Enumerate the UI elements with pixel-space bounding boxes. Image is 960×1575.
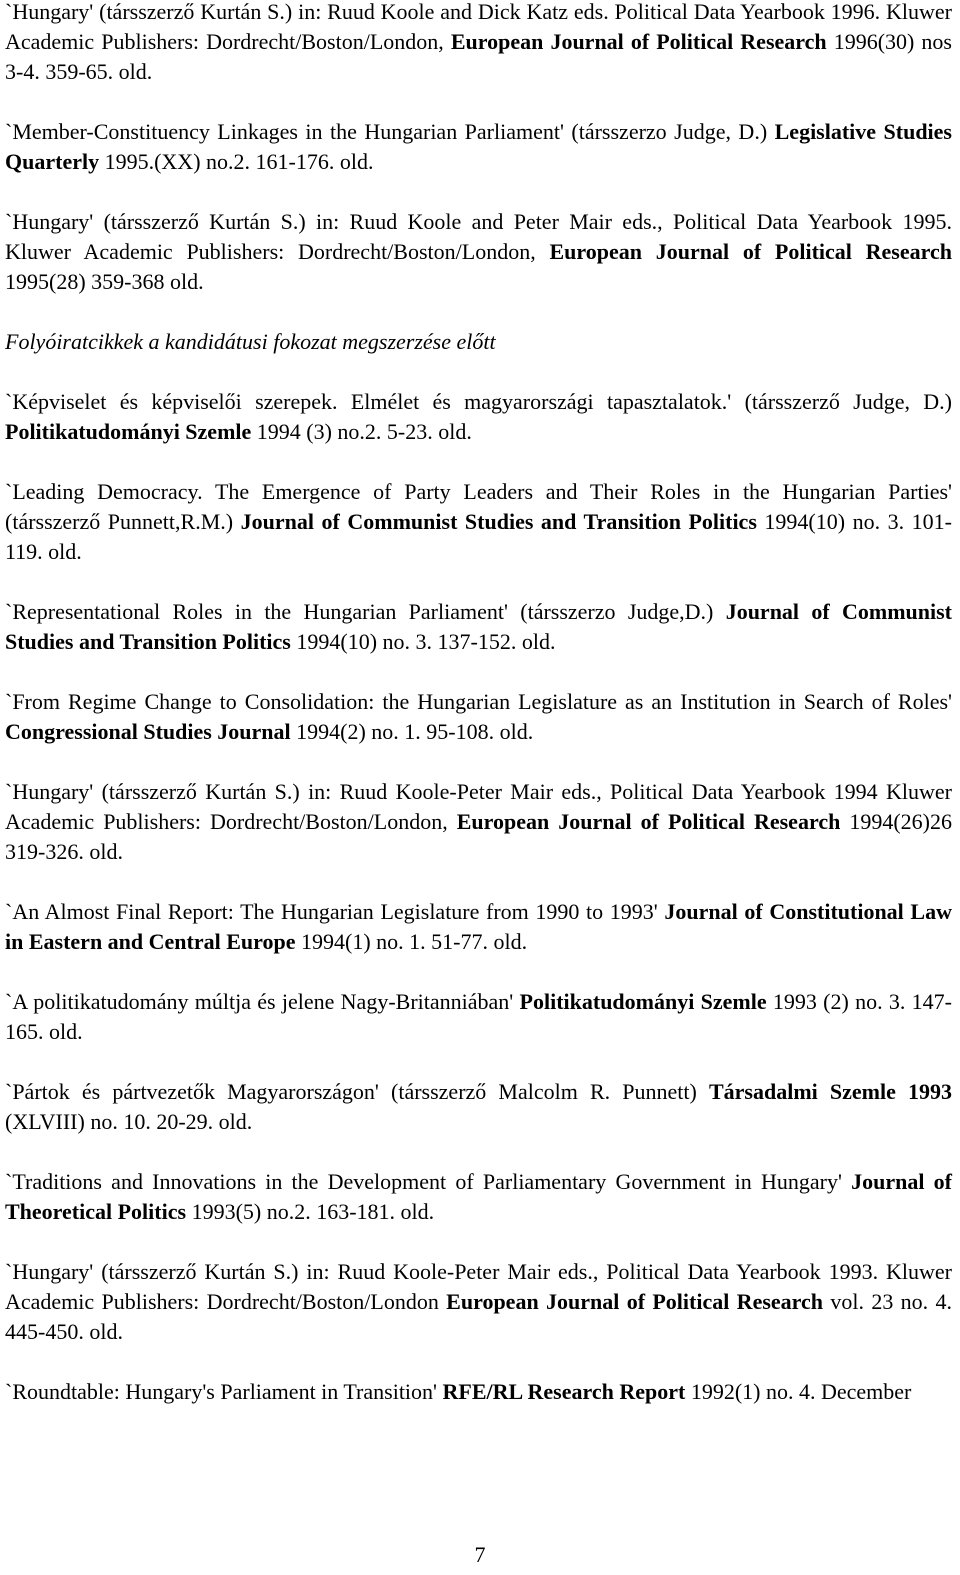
document-page xyxy=(5,0,952,1437)
bibliography-entry xyxy=(5,1077,952,1137)
journal-title: European Journal of Political Research xyxy=(549,239,952,264)
bibliography-entry xyxy=(5,1377,952,1407)
entry-text: `Hungary' (társszerző Kurtán S.) in: Ruud Koole-Peter Mair eds., Political Data Yearbook 1994 Kluwer Academic Publishers: Dordrecht/Boston/London, xyxy=(5,779,952,834)
entry-text: 1994(1) no. 1. 51-77. old. xyxy=(295,929,528,954)
bibliography-entry xyxy=(5,477,952,567)
bibliography-entry xyxy=(5,1167,952,1227)
bibliography-entry xyxy=(5,0,952,87)
entry-text: 1994(10) no. 3. 101-119. old. xyxy=(5,509,953,564)
entry-text: 1995(28) 359-368 old. xyxy=(5,269,204,294)
journal-title: Congressional Studies Journal xyxy=(5,719,291,744)
entry-text: `Hungary' (társszerző Kurtán S.) in: Ruud Koole and Dick Katz eds. Political Data Yearbook 1996. Kluwer Academic Publishers: Dordrecht/Boston/London, xyxy=(5,0,952,54)
entry-text: `An Almost Final Report: The Hungarian Legislature from 1990 to 1993' xyxy=(5,899,665,924)
bibliography-entry xyxy=(5,1257,952,1347)
journal-title: Politikatudományi Szemle xyxy=(5,419,252,444)
entry-text: `From Regime Change to Consolidation: the Hungarian Legislature as an Institution in Search of Roles' xyxy=(5,689,952,714)
entry-text: 1994(2) no. 1. 95-108. old. xyxy=(290,719,534,744)
journal-title: European Journal of Political Research xyxy=(446,1289,824,1314)
entry-text: `A politikatudomány múltja és jelene Nagy-Britanniában' xyxy=(5,989,520,1014)
entry-text: 1994(26)26 319-326. old. xyxy=(5,809,953,864)
journal-title: RFE/RL Research Report xyxy=(442,1379,686,1404)
entry-text: 1994(10) no. 3. 137-152. old. xyxy=(290,629,556,654)
section-heading: Folyóiratcikkek a kandidátusi fokozat megszerzése előtt xyxy=(5,329,496,354)
journal-title: Journal of Communist Studies and Transition Politics xyxy=(5,599,952,654)
entry-text: `Képviselet és képviselői szerepek. Elmélet és magyarországi tapasztalatok.' (társszerző Judge, D.) xyxy=(5,389,952,414)
entry-text: `Member-Constituency Linkages in the Hungarian Parliament' (társszerzo Judge, D.) xyxy=(5,119,775,144)
bibliography-entry xyxy=(5,987,952,1047)
journal-title: Journal of Communist Studies and Transition Politics xyxy=(240,509,757,534)
entry-text: `Leading Democracy. The Emergence of Party Leaders and Their Roles in the Hungarian Parties' (társszerző Punnett,R.M.) xyxy=(5,479,952,534)
bibliography-entry xyxy=(5,387,952,447)
bibliography-entry xyxy=(5,597,952,657)
journal-title: Politikatudományi Szemle xyxy=(519,989,767,1014)
journal-title: Journal of Theoretical Politics xyxy=(5,1169,952,1224)
journal-title: Társadalmi Szemle 1993 xyxy=(708,1079,952,1104)
journal-title: European Journal of Political Research xyxy=(456,809,841,834)
entry-text: `Hungary' (társszerző Kurtán S.) in: Ruud Koole and Peter Mair eds., Political Data Yearbook 1995. Kluwer Academic Publishers: Dordrecht/Boston/London, xyxy=(5,209,952,264)
bibliography-entry xyxy=(5,687,952,747)
entries-after-heading xyxy=(5,387,952,1407)
entry-text: `Pártok és pártvezetők Magyarországon' (társszerző Malcolm R. Punnett) xyxy=(5,1079,709,1104)
entry-text: 1992(1) no. 4. December xyxy=(685,1379,912,1404)
bibliography-entry xyxy=(5,117,952,177)
entry-text: 1995.(XX) no.2. 161-176. old. xyxy=(99,149,374,174)
journal-title: European Journal of Political Research xyxy=(450,29,827,54)
entry-text: (XLVIII) no. 10. 20-29. old. xyxy=(5,1109,253,1134)
entries-before-heading xyxy=(5,0,952,297)
entry-text: `Roundtable: Hungary's Parliament in Transition' xyxy=(5,1379,443,1404)
bibliography-entry xyxy=(5,207,952,297)
bibliography-entry xyxy=(5,897,952,957)
bibliography-entry xyxy=(5,777,952,867)
entry-text: vol. 23 no. 4. 445-450. old. xyxy=(5,1289,952,1344)
entry-text: 1993 (2) no. 3. 147-165. old. xyxy=(5,989,952,1044)
journal-title: Legislative Studies Quarterly xyxy=(5,119,952,174)
entry-text: 1996(30) nos 3-4. 359-65. old. xyxy=(5,29,952,84)
entry-text: `Representational Roles in the Hungarian Parliament' (társszerzo Judge,D.) xyxy=(5,599,726,624)
page-number: 7 xyxy=(474,1542,486,1567)
entry-text: `Hungary' (társszerző Kurtán S.) in: Ruud Koole-Peter Mair eds., Political Data Yearbook 1993. Kluwer Academic Publishers: Dordrecht/Boston/London xyxy=(5,1259,952,1314)
entry-text: `Traditions and Innovations in the Development of Parliamentary Government in Hungary' xyxy=(5,1169,852,1194)
entry-text: 1993(5) no.2. 163-181. old. xyxy=(186,1199,435,1224)
journal-title: Journal of Constitutional Law in Eastern and Central Europe xyxy=(5,899,952,954)
entry-text: 1994 (3) no.2. 5-23. old. xyxy=(251,419,472,444)
